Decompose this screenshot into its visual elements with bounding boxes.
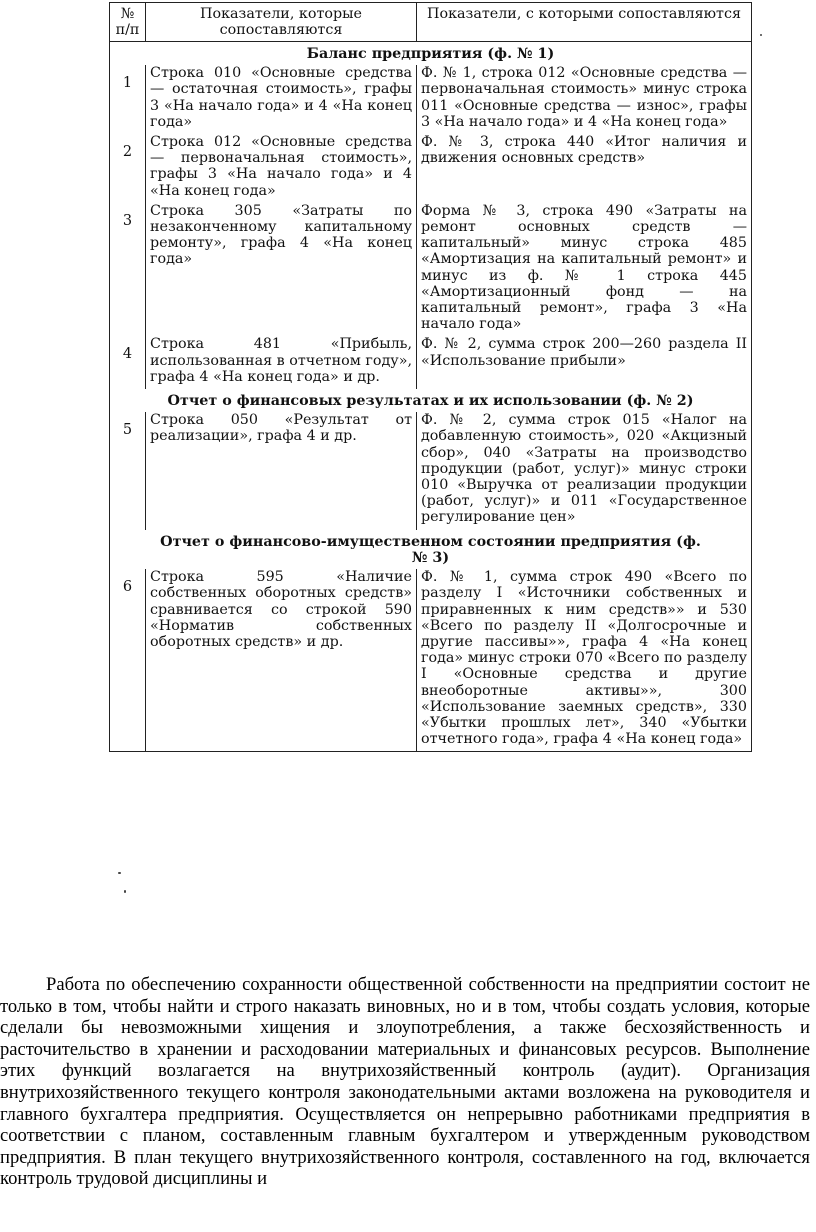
table-row xyxy=(110,569,752,752)
row-with: Ф. № 3, строка 440 «Итог наличия и движения основных средств» xyxy=(417,134,752,203)
section-title-row xyxy=(110,389,752,412)
table-row xyxy=(110,412,752,529)
row-num: 3 xyxy=(110,203,146,337)
table-row xyxy=(110,203,752,337)
row-compared: Строка 010 «Основные средства — остаточная стоимость», графы 3 «На начало года» и 4 «На конец года» xyxy=(146,65,417,134)
section-title-row xyxy=(110,530,752,569)
header-num: № п/п xyxy=(110,3,146,42)
scan-speck xyxy=(760,34,762,36)
table-row xyxy=(110,65,752,134)
row-num: 5 xyxy=(110,412,146,529)
row-compared: Строка 305 «Затраты по незаконченному капитальному ремонту», графа 4 «На конец года» xyxy=(146,203,417,337)
scan-speck xyxy=(124,890,126,893)
row-num: 6 xyxy=(110,569,146,752)
section-title-balance: Баланс предприятия (ф. № 1) xyxy=(110,42,752,66)
header-compared: Показатели, которые сопоставляются xyxy=(146,3,417,42)
table-row xyxy=(110,134,752,203)
scanned-table-image xyxy=(109,2,751,752)
paragraph: Работа по обеспечению сохранности общественной собственности на предприятии состоит не только в том, чтобы найти и строго наказать виновных, но и в том, чтобы создать условия, которые сделали бы невозможными хищения и злоупотребления, а также бесхозяйственность и расточительство в хранении и расходовании материальных и финансовых ресурсов. Выполнение этих функций возлагается на внутрихозяйственный контроль (аудит). Организация внутрихозяйственного текущего контроля законодательными актами возложена на руководителя и главного бухгалтера предприятия. Осуществляется он непрерывно работниками предприятия в соответствии с планом, составленным главным бухгалтером и утвержденным руководством предприятия. В план текущего внутрихозяйственного контроля, составленного на год, включается контроль трудовой дисциплины и xyxy=(0,974,810,1190)
section-title-row xyxy=(110,42,752,66)
section-title-property: Отчет о финансово-имущественном состоянии предприятия (ф. № 3) xyxy=(110,530,752,569)
row-num: 4 xyxy=(110,336,146,389)
body-text xyxy=(0,974,816,1190)
row-with: Ф. № 2, сумма строк 200—260 раздела II «Использование прибыли» xyxy=(417,336,752,389)
row-compared: Строка 595 «Наличие собственных оборотных средств» сравнивается со строкой 590 «Норматив собственных оборотных средств» и др. xyxy=(146,569,417,752)
row-num: 1 xyxy=(110,65,146,134)
row-compared: Строка 050 «Результат от реализации», графа 4 и др. xyxy=(146,412,417,529)
row-compared: Строка 012 «Основные средства — первоначальная стоимость», графы 3 «На начало года» и 4 «На конец года» xyxy=(146,134,417,203)
indicators-table xyxy=(109,2,752,752)
row-compared: Строка 481 «Прибыль, использованная в отчетном году», графа 4 «На конец года» и др. xyxy=(146,336,417,389)
row-with: Форма № 3, строка 490 «Затраты на ремонт основных средств — капитальный» минус строка 485 «Амортизация на капитальный ремонт» и минус из ф. № 1 строка 445 «Амортизационный фонд — на капитальный ремонт», графа 3 «На начало года» xyxy=(417,203,752,337)
row-with: Ф. № 1, сумма строк 490 «Всего по разделу I «Источники собственных и приравненных к ним средств»» и 530 «Всего по разделу II «Долгосрочные и другие пассивы»», графа 4 «На конец года» минус строки 070 «Всего по разделу I «Основные средства и другие внеоборотные активы»», 300 «Использование заемных средств», 330 «Убытки прошлых лет», 340 «Убытки отчетного года», графа 4 «На конец года» xyxy=(417,569,752,752)
row-num: 2 xyxy=(110,134,146,203)
row-with: Ф. № 2, сумма строк 015 «Налог на добавленную стоимость», 020 «Акцизный сбор», 040 «Затраты на производство продукции (работ, услуг)» минус строки 010 «Выручка от реализации продукции (работ, услуг)» и 011 «Государственное регулирование цен» xyxy=(417,412,752,529)
section-title-results: Отчет о финансовых результатах и их использовании (ф. № 2) xyxy=(110,389,752,412)
table-row xyxy=(110,336,752,389)
table-header-row xyxy=(110,3,752,42)
header-with: Показатели, с которыми сопоставляются xyxy=(417,3,752,42)
row-with: Ф. № 1, строка 012 «Основные средства — первоначальная стоимость» минус строка 011 «Основные средства — износ», графы 3 «На начало года» и 4 «На конец года» xyxy=(417,65,752,134)
scan-speck xyxy=(118,872,121,874)
